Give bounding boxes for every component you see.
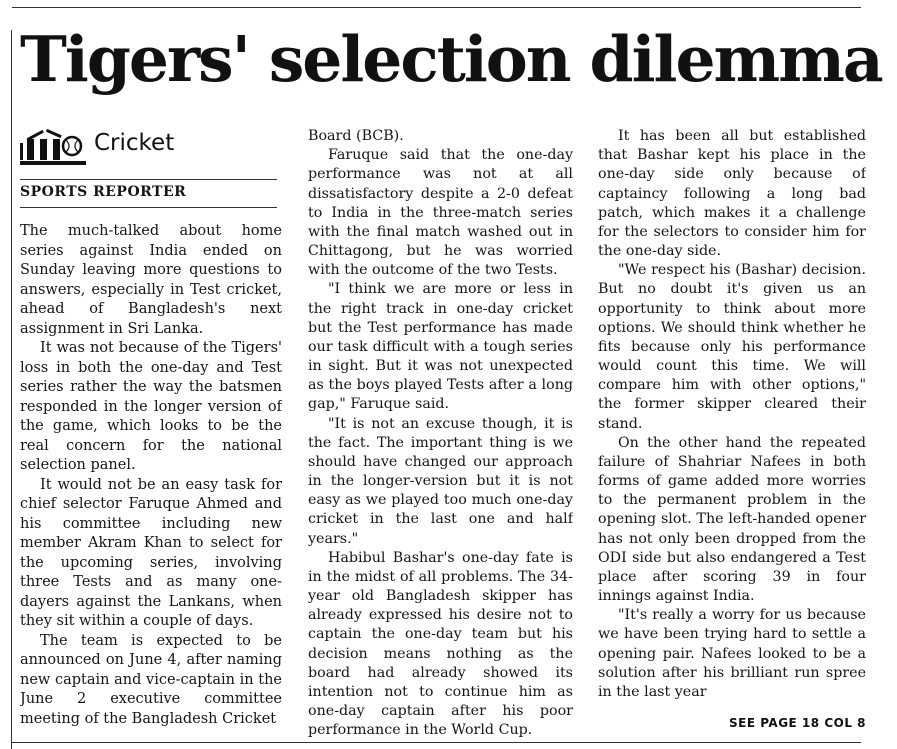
paragraph: The much-talked about home series against India ended on Sunday leaving more questions to answers, especially in Test cricket, ahead of Bangladesh's next assignment in Sri Lanka. [20,223,282,337]
paragraph: Board (BCB). [308,128,404,144]
headline: Tigers' selection dilemma [20,22,882,96]
paragraph: "I think we are more or less in the right track in one-day cricket but the Test performance has made our task difficult with a tough series in sight. But it was not unexpected as the boys played Tests after a long gap," Faruque said. [308,281,573,413]
paragraph: It would not be an easy task for chief selector Faruque Ahmed and his committee including new member Akram Khan to select for the upcoming series, involving three Tests and as many one-dayers against the Lankans, when they sit within a couple of days. [20,476,282,629]
section-label: Cricket [94,130,175,156]
section-logo [20,126,270,166]
paragraph: On the other hand the repeated failure of Shahriar Nafees in both forms of game added more worries to the permanent problem in the opening slot. The left-handed opener has not only been dropped from the ODI side but also endangered a Test place after scoring 39 in four innings against India. [598,434,866,605]
cricket-stumps-icon [20,126,90,166]
bottom-rule [12,742,861,743]
article-column-2 [308,127,573,742]
article-column-3 [598,127,866,707]
paragraph: "It's really a worry for us because we have been trying hard to settle a opening pair. Nafees looked to be a solution after his brilliant run spree in the last year [598,607,866,700]
article-column-1 [20,222,282,742]
continued-jump-line: SEE PAGE 18 COL 8 [729,716,866,730]
paragraph: It has been all but established that Bashar kept his place in the one-day side only because of captaincy following a long bad patch, which makes it a challenge for the selectors to consider him for the one-day side. [598,128,866,260]
top-rule [12,7,861,8]
paragraph: Habibul Bashar's one-day fate is in the midst of all problems. The 34-year old Bangladesh skipper has already expressed his desire not to captain the one-day team but his decision means nothing as the board had already showed its intention not to continue him as one-day captain after his poor performance in the World Cup. [308,549,573,739]
paragraph: "We respect his (Bashar) decision. But no doubt it's given us an opportunity to think about more options. We should think whether he fits because only his performance would count this time. We will compare him with other options," the former skipper cleared their stand. [598,262,866,432]
byline-rule-bottom [20,207,277,208]
paragraph: "It is not an excuse though, it is the fact. The important thing is we should have changed our approach in the longer-version but it is not easy as we played too much one-day cricket in the last one and half years." [308,415,573,547]
paragraph: Faruque said that the one-day performance was not at all dissatisfactory despite a 2-0 defeat to India in the three-match series with the final match washed out in Chittagong, but he was worried with the outcome of the two Tests. [308,147,573,279]
paragraph: The team is expected to be announced on June 4, after naming new captain and vice-captain in the June 2 executive committee meeting of the Bangladesh Cricket [20,632,282,727]
paragraph: It was not because of the Tigers' loss in both the one-day and Test series rather the way the batsmen responded in the longer version of the game, which looks to be the real concern for the national selection panel. [20,340,282,473]
byline-rule-top [20,179,277,180]
byline: SPORTS REPORTER [20,184,187,200]
left-border-rule [11,30,12,749]
